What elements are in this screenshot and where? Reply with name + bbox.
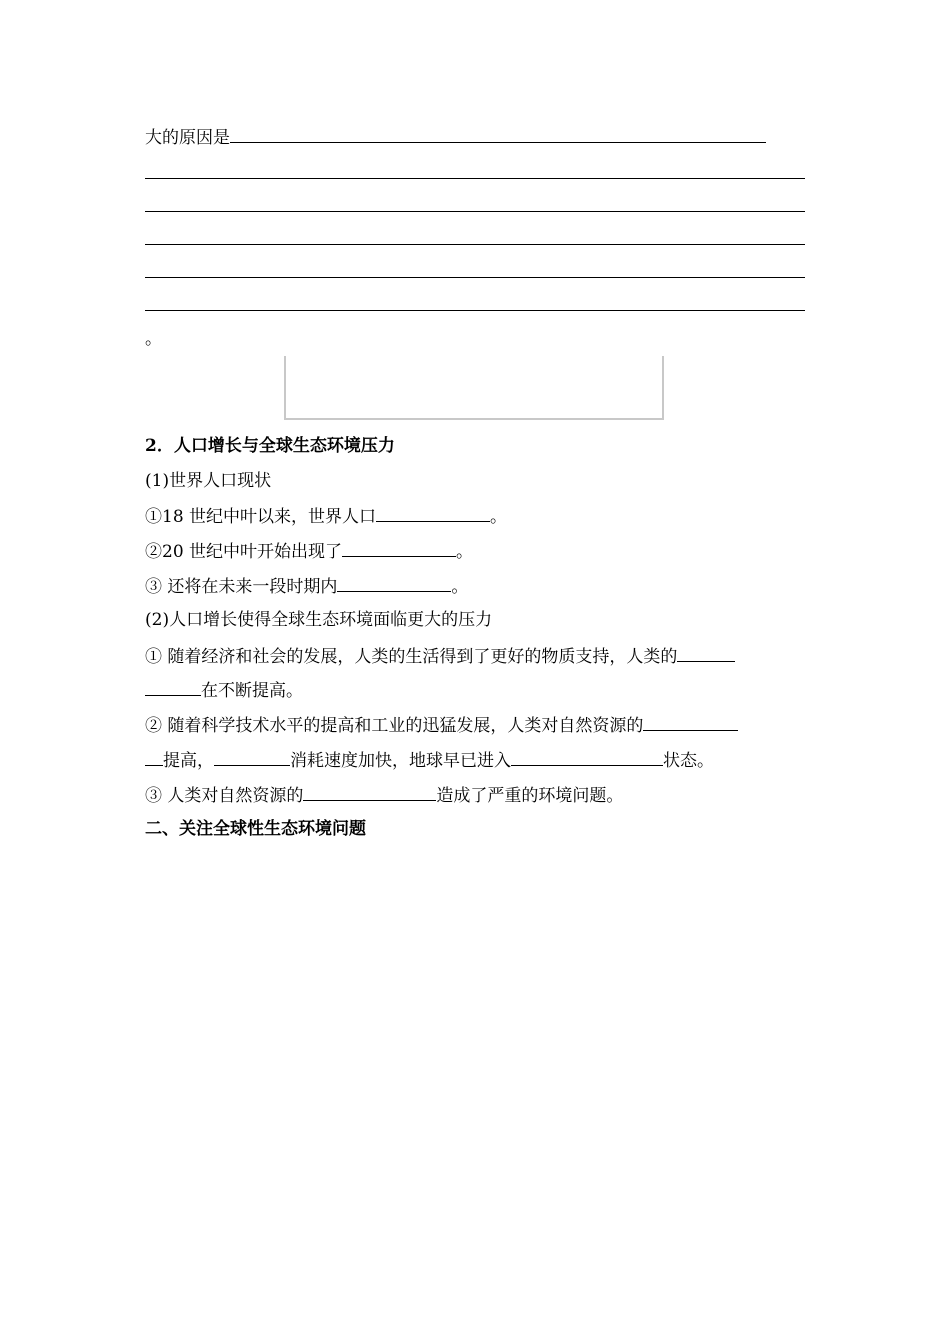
answer-line[interactable] xyxy=(145,310,805,311)
answer-blank[interactable] xyxy=(145,749,163,766)
answer-blank[interactable] xyxy=(677,645,735,662)
item-text: 在不断提高。 xyxy=(201,681,303,701)
section-heading-text: 二、关注全球性生态环境问题 xyxy=(145,819,366,839)
intro-prefix: 大的原因是 xyxy=(145,128,230,148)
item-text: ①18 世纪中叶以来，世界人口 xyxy=(145,507,377,527)
item-text: 造成了严重的环境问题。 xyxy=(436,786,624,806)
answer-blank[interactable] xyxy=(230,126,766,143)
item-text: ③ 还将在未来一段时期内 xyxy=(145,577,338,597)
answer-blank[interactable] xyxy=(643,714,738,731)
item-suffix: 。 xyxy=(451,577,469,597)
section-heading xyxy=(145,435,395,457)
list-item xyxy=(145,784,623,807)
list-item xyxy=(145,505,507,528)
item-text: 状态。 xyxy=(663,751,714,771)
answer-line[interactable] xyxy=(145,244,805,245)
item-suffix: 。 xyxy=(456,542,474,562)
item-text: ② 随着科学技术水平的提高和工业的迅猛发展，人类对自然资源的 xyxy=(145,716,644,736)
list-item xyxy=(145,714,738,737)
end-mark: 。 xyxy=(145,329,162,349)
subsection-title xyxy=(145,470,271,492)
end-mark-line xyxy=(145,328,162,350)
item-text: ③ 人类对自然资源的 xyxy=(145,786,304,806)
figure-box xyxy=(284,356,664,420)
item-text: ②20 世纪中叶开始出现了 xyxy=(145,542,343,562)
answer-blank[interactable] xyxy=(303,784,436,801)
list-item-continuation xyxy=(145,749,714,772)
subsection-title-text: (2)人口增长使得全球生态环境面临更大的压力 xyxy=(145,610,493,630)
answer-blank[interactable] xyxy=(511,749,663,766)
item-text: 提高， xyxy=(163,751,214,771)
item-text: 消耗速度加快，地球早已进入 xyxy=(290,751,511,771)
answer-blank[interactable] xyxy=(214,749,290,766)
list-item xyxy=(145,540,473,563)
item-text: ① 随着经济和社会的发展，人类的生活得到了更好的物质支持，人类的 xyxy=(145,647,678,667)
answer-blank[interactable] xyxy=(145,679,201,696)
list-item xyxy=(145,645,735,668)
answer-line[interactable] xyxy=(145,277,805,278)
intro-line xyxy=(145,126,766,149)
list-item-continuation xyxy=(145,679,303,702)
section-heading xyxy=(145,818,366,840)
list-item xyxy=(145,575,468,598)
subsection-title-text: (1)世界人口现状 xyxy=(145,471,272,491)
answer-blank[interactable] xyxy=(337,575,451,592)
item-suffix: 。 xyxy=(490,507,508,527)
answer-blank[interactable] xyxy=(376,505,490,522)
section-heading-text: 2．人口增长与全球生态环境压力 xyxy=(145,436,395,456)
subsection-title xyxy=(145,609,492,631)
answer-line[interactable] xyxy=(145,178,805,179)
answer-line[interactable] xyxy=(145,211,805,212)
answer-blank[interactable] xyxy=(342,540,456,557)
